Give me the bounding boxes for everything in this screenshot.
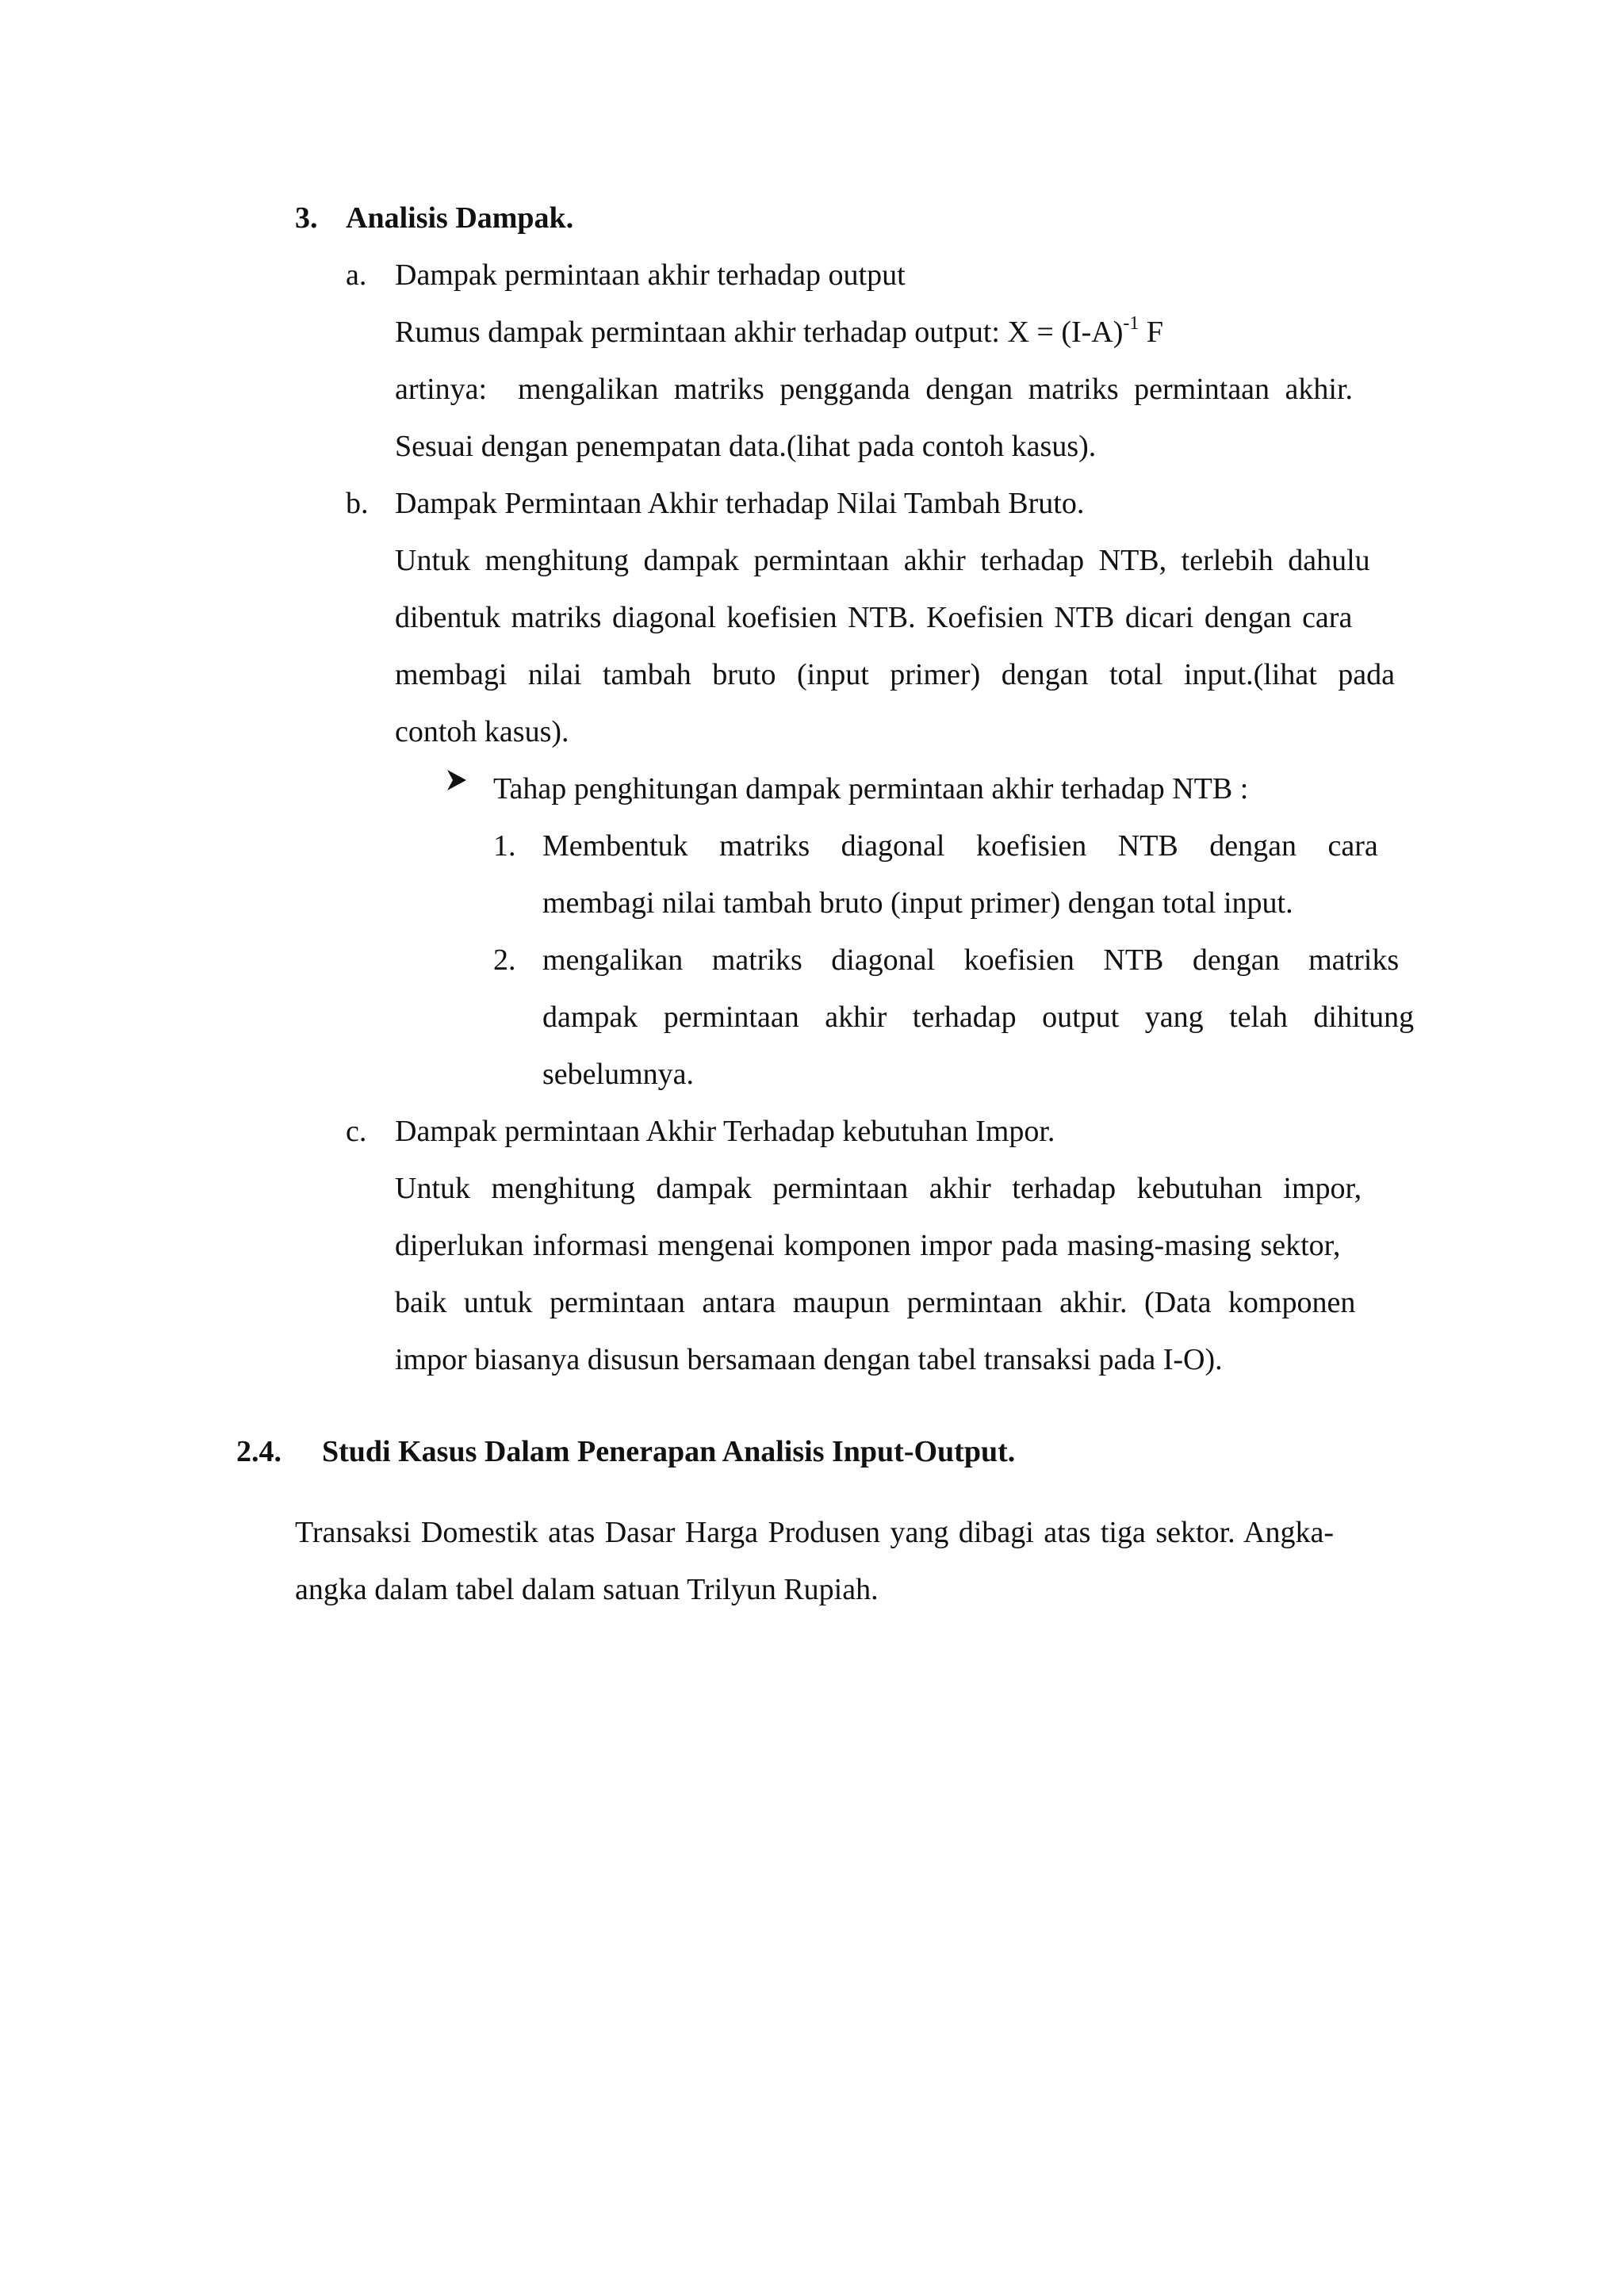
subsection-a-heading: Dampak permintaan akhir terhadap output <box>395 258 906 292</box>
subsection-b-heading: Dampak Permintaan Akhir terhadap Nilai Tambah Bruto. <box>395 487 1085 520</box>
section-number: 3. <box>295 201 318 235</box>
explanation-line-1 <box>395 374 1437 404</box>
step-2-line-3: sebelumnya. <box>542 1058 695 1091</box>
list-marker-c: c. <box>346 1115 367 1148</box>
section-24-number: 2.4. <box>236 1435 282 1468</box>
paragraph-b-line-1: Untuk menghitung dampak permintaan akhir terhadap NTB, terlebih dahulu <box>395 544 1370 577</box>
list-marker-a: a. <box>346 258 367 292</box>
section-24-line-2: angka dalam tabel dalam satuan Trilyun Rupiah. <box>295 1573 879 1606</box>
formula-line <box>395 313 1164 349</box>
paragraph-b-line-4: contoh kasus). <box>395 715 569 748</box>
subsection-c-heading: Dampak permintaan Akhir Terhadap kebutuhan Impor. <box>395 1115 1055 1148</box>
step-2-line-1: mengalikan matriks diagonal koefisien NTB dengan matriks <box>542 943 1400 977</box>
section-24-line-1: Transaksi Domestik atas Dasar Harga Produsen yang dibagi atas tiga sektor. Angka- <box>295 1516 1334 1549</box>
formula-end: F <box>1139 316 1164 349</box>
step-1-line-2: membagi nilai tambah bruto (input primer) dengan total input. <box>542 886 1293 920</box>
section-title: Analisis Dampak. <box>346 201 574 235</box>
paragraph-c-line-4: impor biasanya disusun bersamaan dengan tabel transaksi pada I-O). <box>395 1343 1223 1376</box>
arrow-bullet-icon <box>446 768 468 792</box>
bullet-text: Tahap penghitungan dampak permintaan akhir terhadap NTB : <box>493 772 1249 806</box>
step-marker-1: 1. <box>493 829 516 863</box>
paragraph-c-line-3: baik untuk permintaan antara maupun permintaan akhir. (Data komponen <box>395 1286 1356 1319</box>
list-marker-b: b. <box>346 487 369 520</box>
paragraph-b-line-3: membagi nilai tambah bruto (input primer) dengan total input.(lihat pada <box>395 658 1396 691</box>
paragraph-b-line-2: dibentuk matriks diagonal koefisien NTB. Koefisien NTB dicari dengan cara <box>395 601 1353 634</box>
explanation-line-2: Sesuai dengan penempatan data.(lihat pada contoh kasus). <box>395 430 1097 463</box>
formula-superscript: -1 <box>1123 313 1139 334</box>
step-marker-2: 2. <box>493 943 516 977</box>
step-1-line-1: Membentuk matriks diagonal koefisien NTB dengan cara <box>542 829 1378 863</box>
formula-text: Rumus dampak permintaan akhir terhadap output: X = (I-A) <box>395 316 1124 349</box>
text-line: artinya: mengalikan matriks pengganda dengan matriks permintaan akhir. <box>395 373 1354 406</box>
paragraph-c-line-1: Untuk menghitung dampak permintaan akhir terhadap kebutuhan impor, <box>395 1172 1362 1205</box>
paragraph-c-line-2: diperlukan informasi mengenai komponen impor pada masing-masing sektor, <box>395 1229 1341 1262</box>
section-24-title: Studi Kasus Dalam Penerapan Analisis Input-Output. <box>322 1435 1016 1468</box>
step-2-line-2: dampak permintaan akhir terhadap output yang telah dihitung <box>542 1001 1415 1034</box>
